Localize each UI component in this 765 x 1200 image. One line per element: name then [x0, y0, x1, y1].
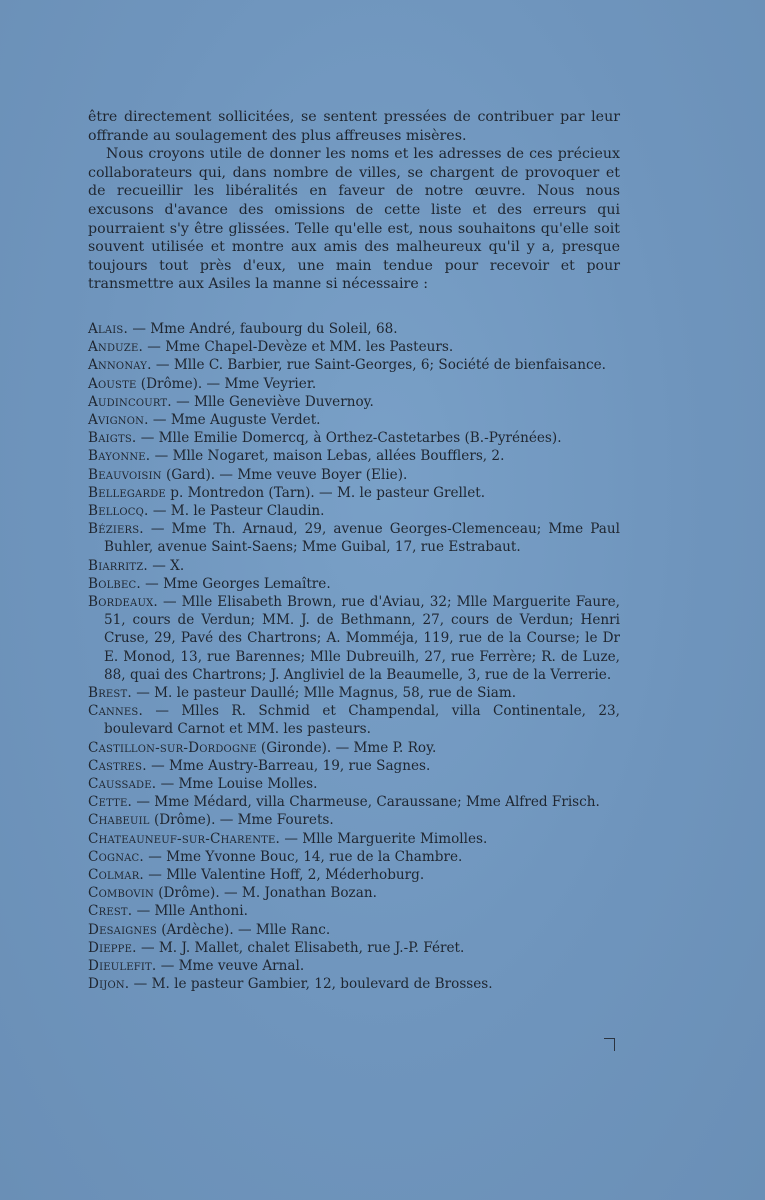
correspondent-details: — Mlle Emilie Domercq, à Orthez-Castetarbes (B.-Pyrénées). [136, 430, 562, 447]
correspondent-details: — M. le Pasteur Claudin. [148, 502, 325, 519]
correspondent-details: (Drôme). — Mme Veyrier. [136, 375, 317, 392]
list-item [88, 429, 620, 447]
city-name: Dieppe. [88, 939, 137, 956]
list-item [88, 939, 620, 957]
list-item [88, 375, 620, 393]
correspondent-details: (Drôme). — Mme Fourets. [149, 812, 334, 829]
list-item [88, 902, 620, 920]
list-item [88, 484, 620, 502]
city-name: Desaignes [88, 921, 157, 938]
document-page [88, 108, 620, 993]
list-item [88, 338, 620, 356]
city-name: Bayonne. [88, 448, 151, 465]
correspondent-details: — Mme veuve Arnal. [156, 958, 305, 975]
city-name: Dijon. [88, 976, 130, 993]
correspondent-details: — M. le pasteur Daullé; Mlle Magnus, 58, rue de Siam. [131, 685, 517, 701]
correspondent-details: — Mme Th. Arnaud, 29, avenue Georges-Clemenceau; Mme Paul Buhler, avenue Saint-Saens; Mme Guibal, 17, rue Estrabaut. [104, 521, 620, 556]
correspondent-details: — Mlle C. Barbier, rue Saint-Georges, 6; Société de bienfaisance. [151, 357, 606, 374]
city-name: Baigts. [88, 430, 137, 447]
corner-mark [604, 1038, 615, 1051]
list-item [88, 593, 620, 684]
list-item [88, 757, 620, 775]
city-name: Bordeaux. [88, 593, 158, 610]
list-item [88, 320, 620, 338]
city-name: Brest. [88, 685, 132, 701]
city-name: Crest. [88, 903, 133, 920]
correspondent-details: (Ardèche). — Mlle Ranc. [156, 921, 331, 938]
list-item [88, 830, 620, 848]
list-item [88, 866, 620, 884]
correspondents-list [88, 320, 620, 994]
correspondent-details: — Mme Auguste Verdet. [148, 411, 321, 428]
city-name: Combovin [88, 885, 154, 902]
list-item [88, 411, 620, 429]
city-name: Colmar. [88, 867, 144, 884]
city-name: Chateauneuf-sur-Charente. [88, 830, 281, 847]
correspondent-details: — Mme André, faubourg du Soleil, 68. [128, 320, 398, 337]
list-item [88, 502, 620, 520]
city-name: Cognac. [88, 848, 144, 865]
list-item [88, 520, 620, 556]
correspondent-details: — Mme Yvonne Bouc, 14, rue de la Chambre. [143, 848, 463, 865]
correspondent-details: — Mlle Elisabeth Brown, rue d'Aviau, 32; Mlle Marguerite Faure, 51, cours de Verdun; MM. J. de Bethmann, 27, cours de Verdun; Henri Cruse, 29, Pavé des Chartrons; A. Momméja, 119, rue de la Course; le Dr E. Monod, 13, rue Barennes; Mlle Dubreuilh, 27, rue Ferrère; R. de Luze, 88, quai des Chartrons; J. Angliviel de la Beaumelle, 3, rue de la Verrerie. [104, 593, 620, 683]
correspondent-details: — X. [147, 557, 185, 574]
city-name: Bellegarde [88, 484, 166, 501]
city-name: Bellocq. [88, 502, 149, 519]
list-item [88, 975, 620, 993]
city-name: Avignon. [88, 411, 149, 428]
correspondent-details: p. Montredon (Tarn). — M. le pasteur Grellet. [165, 484, 486, 501]
list-item [88, 702, 620, 738]
intro-paragraph: être directement sollicitées, se sentent pressées de contribuer par leur offrande au soulagement des plus affreuses misères. [88, 109, 620, 144]
list-item [88, 739, 620, 757]
list-item [88, 684, 620, 702]
correspondent-details: — Mme Louise Molles. [156, 776, 318, 793]
correspondent-details: (Drôme). — M. Jonathan Bozan. [153, 885, 377, 902]
correspondent-details: — Mme Chapel-Devèze et MM. les Pasteurs. [142, 339, 454, 356]
list-item [88, 356, 620, 374]
city-name: Annonay. [88, 357, 152, 374]
city-name: Caussade. [88, 776, 157, 793]
correspondent-details: (Gironde). — Mme P. Roy. [256, 739, 437, 756]
correspondent-details: — Mme Georges Lemaître. [140, 575, 331, 592]
list-item [88, 466, 620, 484]
city-name: Beauvoisin [88, 466, 162, 483]
city-name: Castillon-sur-Dordogne [88, 739, 257, 756]
list-item [88, 811, 620, 829]
correspondent-details: — Mlle Marguerite Mimolles. [280, 830, 488, 847]
city-name: Dieulefit. [88, 958, 157, 975]
intro-paragraph: Nous croyons utile de donner les noms et les adresses de ces précieux collaborateurs qui, dans nombre de villes, se chargent de provoquer et de recueillir les libéralités en faveur de notre œuvre. Nous nous excusons d'avance des omissions de cette liste et des erreurs qui pourraient s'y être glissées. Telle qu'elle est, nous souhaitons qu'elle soit souvent utilisée et montre aux amis des malheureux qu'il y a, presque toujours tout près d'eux, une main tendue pour recevoir et pour transmettre aux Asiles la manne si nécessaire : [88, 146, 620, 293]
list-item [88, 447, 620, 465]
list-item [88, 575, 620, 593]
intro-text [88, 108, 620, 294]
correspondent-details: — Mme Médard, villa Charmeuse, Caraussane; Mme Alfred Frisch. [132, 794, 600, 811]
city-name: Bolbec. [88, 575, 141, 592]
correspondent-details: — Mlle Geneviève Duvernoy. [171, 393, 374, 410]
city-name: Cannes. [88, 703, 143, 720]
list-item [88, 793, 620, 811]
city-name: Anduze. [88, 339, 143, 356]
list-item [88, 957, 620, 975]
city-name: Castres. [88, 757, 147, 774]
correspondent-details: — Mlle Valentine Hoff, 2, Méderhoburg. [143, 867, 425, 884]
city-name: Aouste [88, 375, 137, 392]
list-item [88, 884, 620, 902]
correspondent-details: — Mlle Anthoni. [132, 903, 248, 920]
correspondent-details: — M. le pasteur Gambier, 12, boulevard de Brosses. [129, 976, 493, 993]
city-name: Béziers. [88, 521, 144, 538]
list-item [88, 921, 620, 939]
list-item [88, 557, 620, 575]
city-name: Chabeuil [88, 812, 150, 829]
list-item [88, 848, 620, 866]
city-name: Biarritz. [88, 557, 148, 574]
correspondent-details: — Mme Austry-Barreau, 19, rue Sagnes. [146, 757, 431, 774]
correspondent-details: — Mlles R. Schmid et Champendal, villa Continentale, 23, boulevard Carnot et MM. les pasteurs. [104, 703, 620, 738]
list-item [88, 775, 620, 793]
city-name: Cette. [88, 794, 133, 811]
city-name: Audincourt. [88, 393, 172, 410]
correspondent-details: — Mlle Nogaret, maison Lebas, allées Boufflers, 2. [150, 448, 505, 465]
city-name: Alais. [88, 320, 129, 337]
list-item [88, 393, 620, 411]
correspondent-details: — M. J. Mallet, chalet Elisabeth, rue J.-P. Féret. [136, 939, 465, 956]
correspondent-details: (Gard). — Mme veuve Boyer (Elie). [161, 466, 408, 483]
